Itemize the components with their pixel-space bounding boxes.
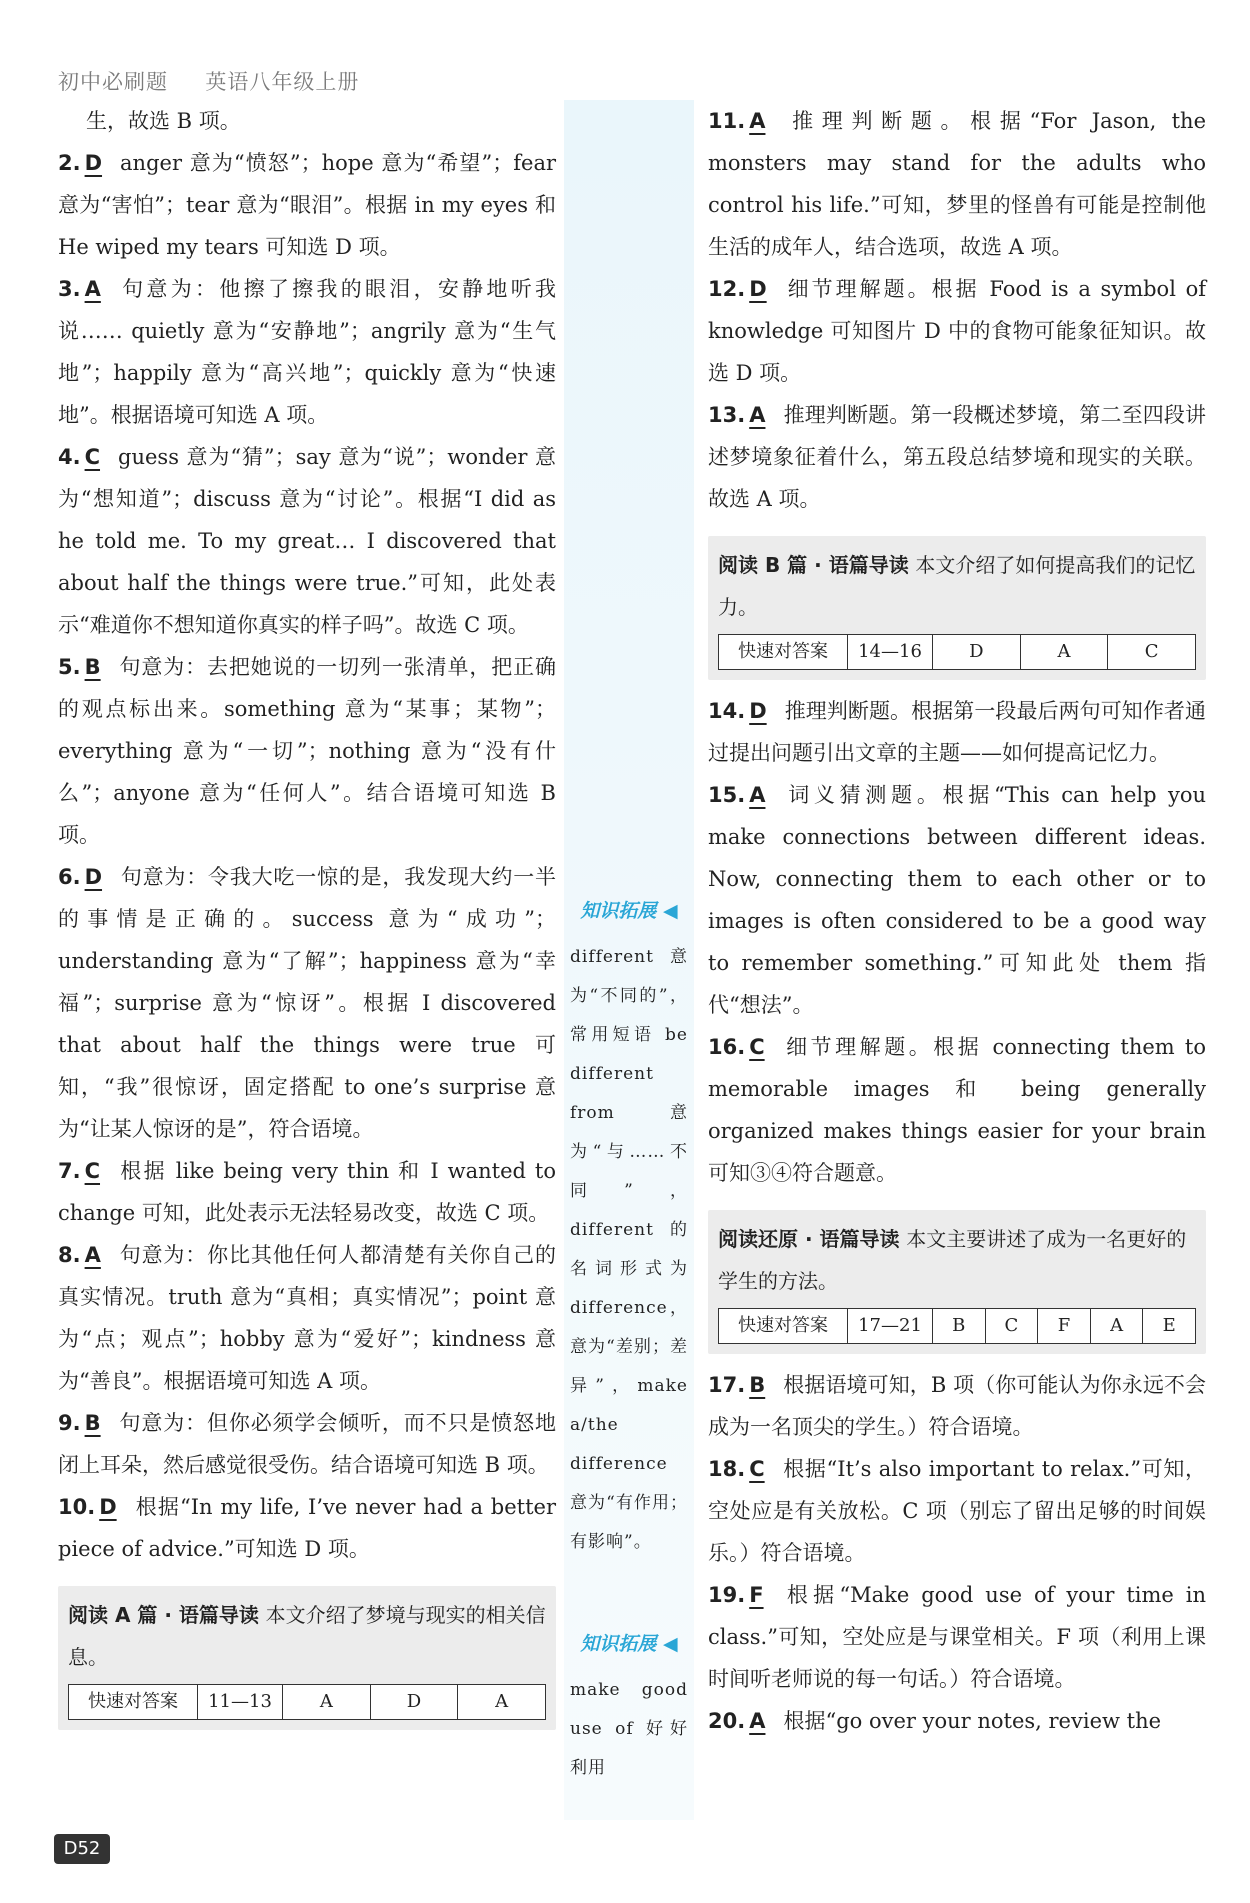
- arrow-left-icon: ◀: [663, 900, 678, 922]
- answer-item: [58, 1234, 556, 1402]
- quick-answer-label: 快速对答案: [69, 1685, 198, 1719]
- guide-desc: 本文主要讲述了成为一名更好的学生的方法。: [718, 1227, 1187, 1293]
- explanation-text: 推理判断题。根据第一段最后两句可知作者通过提出问题引出文章的主题——如何提高记忆力。: [708, 699, 1206, 765]
- right-answer-list-c: [708, 1364, 1206, 1742]
- explanation-text: 细节理解题。根据 Food is a symbol of knowledge 可知图片 D 中的食物可能象征知识。故选 D 项。: [708, 277, 1206, 385]
- subject-title: 英语八年级上册: [205, 70, 360, 94]
- quick-answer-table: [68, 1684, 546, 1720]
- quick-answer-cell: A: [1091, 1309, 1144, 1343]
- explanation-text: 句意为：他擦了擦我的眼泪，安静地听我说…… quietly 意为“安静地”；angrily 意为“生气地”；happily 意为“高兴地”；quickly 意为“快速地”。根据语境可知选 A 项。: [58, 277, 556, 427]
- answer-item: [708, 774, 1206, 1026]
- quick-answer-table: [718, 634, 1196, 670]
- explanation-text: 根据语境可知，B 项（你可能认为你永远不会成为一名顶尖的学生。）符合语境。: [708, 1373, 1206, 1439]
- question-number: 11.: [708, 109, 746, 133]
- answer-item: [708, 690, 1206, 774]
- answer-item: [708, 268, 1206, 394]
- question-number: 10.: [58, 1495, 96, 1519]
- question-number: 7.: [58, 1159, 81, 1183]
- explanation-text: 根据“go over your notes, review the: [783, 1709, 1162, 1733]
- question-number: 8.: [58, 1243, 81, 1267]
- quick-answer-cell: A: [283, 1685, 371, 1719]
- answer-item: [58, 142, 556, 268]
- explanation-text: 细节理解题。根据 connecting them to memorable images 和 being generally organized makes things easier for your brain 可知③④符合题意。: [708, 1035, 1206, 1185]
- page-number-badge: D52: [54, 1834, 110, 1864]
- quick-answer-cell: E: [1162, 1315, 1176, 1336]
- left-column: [58, 100, 556, 1740]
- reading-c-guide: [708, 1210, 1206, 1354]
- explanation-text: 词义猜测题。根据“This can help you make connections between different ideas. Now, connecting them to each other or to images is often considered to be a good way to remember something.”可知此处 them 指代“想法”。: [708, 783, 1206, 1017]
- right-answer-list-b: [708, 690, 1206, 1194]
- answer-item: [708, 394, 1206, 520]
- tip-box-2: [564, 1623, 694, 1788]
- answer-item: [58, 646, 556, 856]
- quick-answer-cell: D: [371, 1685, 459, 1719]
- question-number: 12.: [708, 277, 746, 301]
- explanation-text: 推理判断题。第一段概述梦境，第二至四段讲述梦境象征着什么，第五段总结梦境和现实的关联。故选 A 项。: [708, 403, 1206, 511]
- answer-item: [708, 1448, 1206, 1574]
- answer-letter: A: [749, 1709, 766, 1733]
- quick-answer-table: [718, 1308, 1196, 1344]
- right-answer-list-a: [708, 100, 1206, 520]
- answer-item: [58, 268, 556, 436]
- answer-letter: D: [99, 1495, 117, 1519]
- quick-answer-label: 快速对答案: [719, 635, 848, 669]
- explanation-text: 句意为：令我大吃一惊的是，我发现大约一半的事情是正确的。success 意为“成功”；understanding 意为“了解”；happiness 意为“幸福”；surprise 意为“惊讶”。根据 I discovered that about half the things were true 可知，“我”很惊讶，固定搭配 to one’s surprise 意为“让某人惊讶的是”，符合语境。: [58, 865, 556, 1141]
- arrow-left-icon: ◀: [663, 1633, 678, 1655]
- question-number: 14.: [708, 699, 746, 723]
- quick-answer-cell: D: [933, 635, 1021, 669]
- guide-desc: 本文介绍了如何提高我们的记忆力。: [718, 553, 1196, 619]
- lead-text: 生，故选 B 项。: [86, 109, 241, 133]
- explanation-text: guess 意为“猜”；say 意为“说”；wonder 意为“想知道”；discuss 意为“讨论”。根据“I did as he told me. To my great… I discovered that about half the things were true.”可知，此处表示“难道你不想知道你真实的样子吗”。故选 C 项。: [58, 445, 556, 637]
- explanation-text: 根据“Make good use of your time in class.”可知，空处应是与课堂相关。F 项（利用上课时间听老师说的每一句话。）符合语境。: [708, 1583, 1206, 1691]
- question-number: 13.: [708, 403, 746, 427]
- quick-answer-range: 14—16: [848, 635, 933, 669]
- answer-letter: D: [84, 865, 103, 889]
- answer-item: [708, 100, 1206, 268]
- explanation-text: 句意为：但你必须学会倾听，而不只是愤怒地闭上耳朵，然后感觉很受伤。结合语境可知选 B 项。: [58, 1411, 556, 1477]
- answer-letter: C: [84, 1159, 101, 1183]
- explanation-text: 根据“In my life, I’ve never had a better piece of advice.”可知选 D 项。: [58, 1495, 556, 1561]
- answer-letter: C: [749, 1457, 765, 1481]
- page-header: [58, 66, 359, 96]
- quick-answer-range: 17—21: [848, 1309, 933, 1343]
- quick-answer-cell: C: [986, 1309, 1039, 1343]
- question-number: 18.: [708, 1457, 746, 1481]
- guide-desc: 本文介绍了梦境与现实的相关信息。: [68, 1603, 546, 1669]
- explanation-text: anger 意为“愤怒”；hope 意为“希望”；fear 意为“害怕”；tear 意为“眼泪”。根据 in my eyes 和 He wiped my tears 可知选 D 项。: [58, 151, 556, 259]
- answer-item: [58, 1486, 556, 1570]
- answer-letter: B: [749, 1373, 766, 1397]
- answer-item: [58, 1150, 556, 1234]
- answer-letter: B: [84, 655, 101, 679]
- answer-letter: A: [749, 783, 766, 807]
- quick-answer-cell: C: [1144, 641, 1159, 662]
- tip-text: different 意为“不同的”，常用短语 be different from 意为“与……不同”，different 的名词形式为 difference，意为“差别；差异”，make a/the difference 意为“有作用；有影响”。: [570, 947, 688, 1552]
- answer-item: [58, 436, 556, 646]
- question-number: 9.: [58, 1411, 81, 1435]
- quick-answer-cell: F: [1038, 1309, 1091, 1343]
- question-number: 5.: [58, 655, 81, 679]
- quick-answer-cell: A: [495, 1691, 509, 1712]
- book-title: 初中必刷题: [58, 70, 168, 94]
- guide-title: 阅读 B 篇 · 语篇导读: [718, 553, 909, 577]
- answer-letter: C: [749, 1035, 765, 1059]
- answer-item: [708, 1574, 1206, 1700]
- question-number: 20.: [708, 1709, 746, 1733]
- explanation-text: 句意为：去把她说的一切列一张清单，把正确的观点标出来。something 意为“某事；某物”；everything 意为“一切”；nothing 意为“没有什么”；anyone 意为“任何人”。结合语境可知选 B 项。: [58, 655, 556, 847]
- answer-letter: A: [749, 403, 766, 427]
- quick-answer-cell: B: [933, 1309, 986, 1343]
- question-number: 3.: [58, 277, 81, 301]
- question-number: 4.: [58, 445, 81, 469]
- right-column: [708, 100, 1206, 1742]
- answer-letter: D: [749, 277, 767, 301]
- reading-a-guide: [58, 1586, 556, 1730]
- answer-item: [708, 1700, 1206, 1742]
- answer-letter: B: [84, 1411, 101, 1435]
- left-answer-list: [58, 142, 556, 1570]
- answer-item: [58, 1402, 556, 1486]
- quick-answer-label: 快速对答案: [719, 1309, 848, 1343]
- tip-box-1: [564, 890, 694, 1562]
- quick-answer-cell: A: [1021, 635, 1109, 669]
- question-number: 16.: [708, 1035, 746, 1059]
- question-number: 17.: [708, 1373, 746, 1397]
- answer-letter: A: [84, 277, 101, 301]
- tip-heading: 知识拓展: [580, 900, 657, 922]
- quick-answer-range: 11—13: [198, 1685, 283, 1719]
- explanation-text: 推理判断题。根据“For Jason, the monsters may stand for the adults who control his life.”可知，梦里的怪兽有可能是控制他生活的成年人，结合选项，故选 A 项。: [708, 109, 1206, 259]
- explanation-text: 句意为：你比其他任何人都清楚有关你自己的真实情况。truth 意为“真相；真实情况”；point 意为“点；观点”；hobby 意为“爱好”；kindness 意为“善良”。根据语境可知选 A 项。: [58, 1243, 556, 1393]
- question-number: 2.: [58, 151, 81, 175]
- tip-column: [564, 100, 694, 1820]
- explanation-text: 根据 like being very thin 和 I wanted to change 可知，此处表示无法轻易改变，故选 C 项。: [58, 1159, 556, 1225]
- explanation-text: 根据“It’s also important to relax.”可知，空处应是有关放松。C 项（别忘了留出足够的时间娱乐。）符合语境。: [708, 1457, 1206, 1565]
- answer-item: [708, 1364, 1206, 1448]
- tip-heading: 知识拓展: [580, 1633, 657, 1655]
- question-number: 6.: [58, 865, 81, 889]
- answer-letter: A: [84, 1243, 101, 1267]
- guide-title: 阅读还原 · 语篇导读: [718, 1227, 900, 1251]
- question-number: 19.: [708, 1583, 746, 1607]
- question-number: 15.: [708, 783, 746, 807]
- answer-letter: A: [749, 109, 766, 133]
- answer-item: [708, 1026, 1206, 1194]
- tip-text: make good use of 好好利用: [570, 1680, 688, 1778]
- answer-letter: D: [84, 151, 103, 175]
- answer-letter: D: [749, 699, 767, 723]
- answer-letter: C: [84, 445, 101, 469]
- guide-title: 阅读 A 篇 · 语篇导读: [68, 1603, 259, 1627]
- answer-item: [58, 856, 556, 1150]
- answer-letter: F: [749, 1583, 764, 1607]
- reading-b-guide: [708, 536, 1206, 680]
